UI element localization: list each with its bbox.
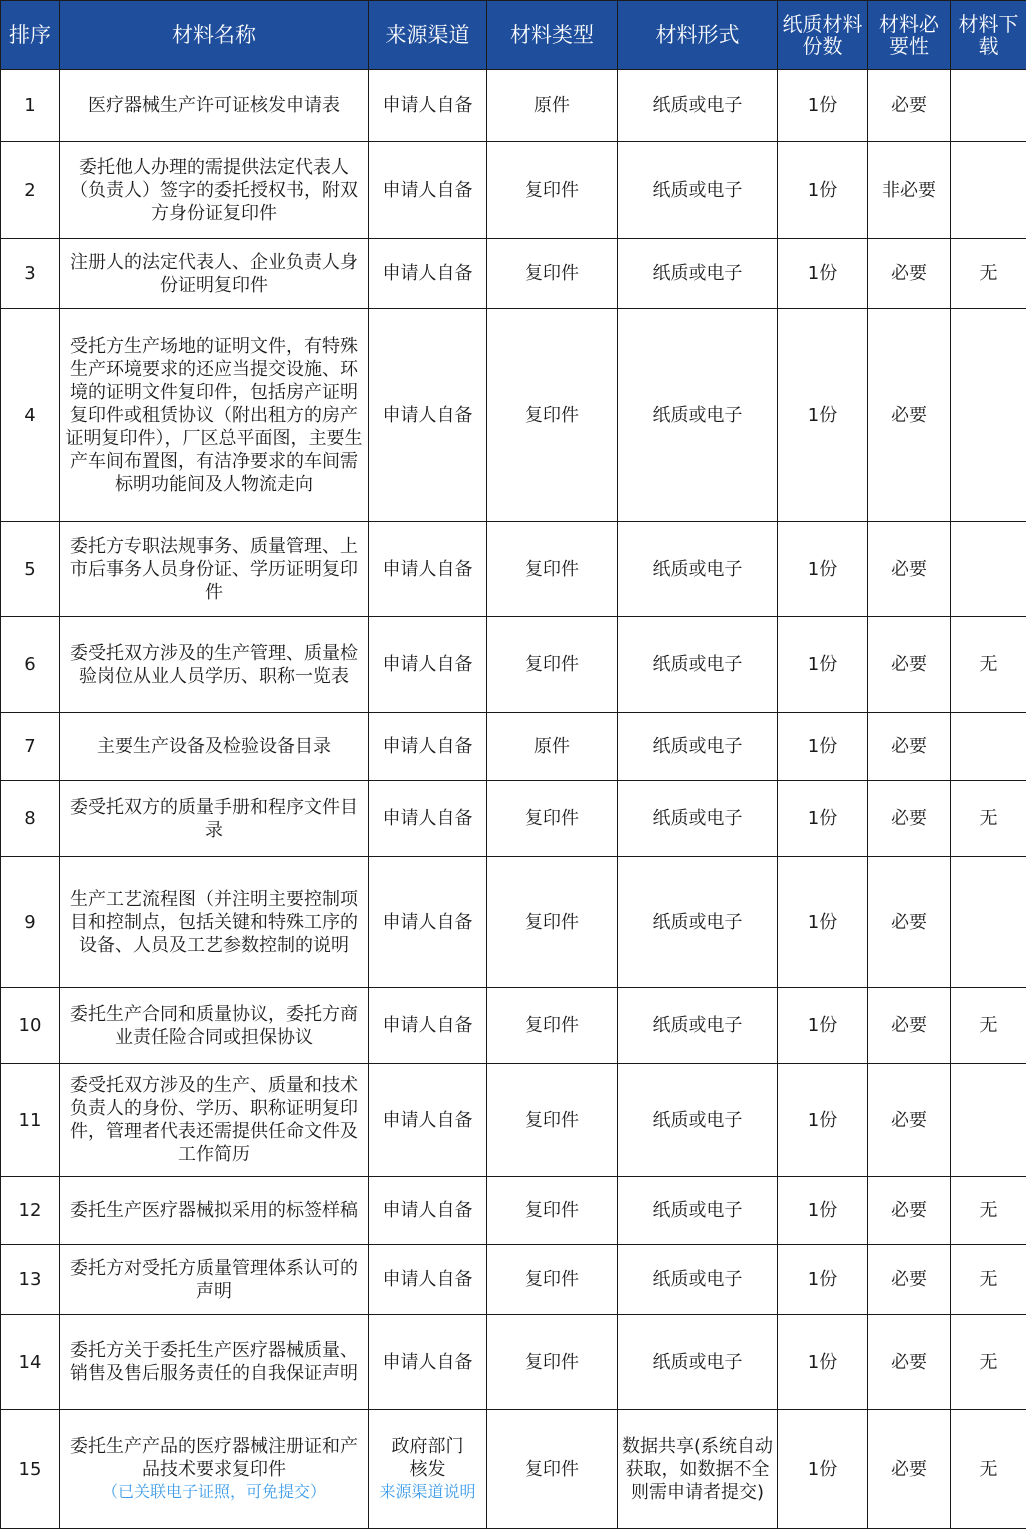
header-name: 材料名称 xyxy=(60,1,369,70)
cell-copies: 1份 xyxy=(778,1177,868,1245)
cell-copies: 1份 xyxy=(778,309,868,522)
cell-seq: 15 xyxy=(1,1410,60,1529)
cell-seq: 10 xyxy=(1,988,60,1064)
cell-seq: 1 xyxy=(1,70,60,142)
cell-seq: 8 xyxy=(1,781,60,857)
header-copies: 纸质材料份数 xyxy=(778,1,868,70)
cell-form: 纸质或电子 xyxy=(618,988,778,1064)
table-row xyxy=(1,309,1026,522)
cell-required: 必要 xyxy=(868,239,951,309)
cell-name: 委托方专职法规事务、质量管理、上市后事务人员身份证、学历证明复印件 xyxy=(60,522,369,617)
cell-source-line1: 政府部门 xyxy=(391,1436,464,1457)
cell-type: 复印件 xyxy=(487,142,618,239)
cell-copies: 1份 xyxy=(778,1064,868,1177)
cell-required: 必要 xyxy=(868,988,951,1064)
cell-source xyxy=(369,1410,487,1529)
cell-source: 申请人自备 xyxy=(369,1177,487,1245)
cell-download xyxy=(951,1064,1026,1177)
cell-name: 受托方生产场地的证明文件，有特殊生产环境要求的还应当提交设施、环境的证明文件复印件，包括房产证明复印件或租赁协议（附出租方的房产证明复印件），厂区总平面图，主要生产车间布置图，有洁净要求的车间需标明功能间及人物流走向 xyxy=(60,309,369,522)
cell-source: 申请人自备 xyxy=(369,522,487,617)
cell-form: 纸质或电子 xyxy=(618,142,778,239)
cell-required: 必要 xyxy=(868,617,951,713)
table-row xyxy=(1,1177,1026,1245)
header-seq: 排序 xyxy=(1,1,60,70)
cell-download xyxy=(951,70,1026,142)
source-channel-link[interactable]: 来源渠道说明 xyxy=(379,1482,476,1501)
table-row xyxy=(1,522,1026,617)
cell-type: 复印件 xyxy=(487,1245,618,1315)
header-required: 材料必要性 xyxy=(868,1,951,70)
cell-form: 纸质或电子 xyxy=(618,1064,778,1177)
cell-source-line2: 核发 xyxy=(409,1459,446,1480)
cell-source: 申请人自备 xyxy=(369,1064,487,1177)
cell-type: 复印件 xyxy=(487,309,618,522)
cell-source: 申请人自备 xyxy=(369,713,487,781)
cell-name-text: 委托生产产品的医疗器械注册证和产品技术要求复印件 xyxy=(70,1436,358,1480)
cell-type: 原件 xyxy=(487,70,618,142)
table-row xyxy=(1,617,1026,713)
cell-form: 纸质或电子 xyxy=(618,1245,778,1315)
table-row xyxy=(1,1064,1026,1177)
cell-source: 申请人自备 xyxy=(369,988,487,1064)
cell-type: 复印件 xyxy=(487,1315,618,1410)
cell-type: 复印件 xyxy=(487,988,618,1064)
header-download: 材料下载 xyxy=(951,1,1026,70)
cell-download: 无 xyxy=(951,239,1026,309)
cell-download: 无 xyxy=(951,617,1026,713)
cell-download: 无 xyxy=(951,781,1026,857)
cell-type: 复印件 xyxy=(487,1064,618,1177)
header-source: 来源渠道 xyxy=(369,1,487,70)
cell-seq: 6 xyxy=(1,617,60,713)
table-row xyxy=(1,1245,1026,1315)
cell-download xyxy=(951,142,1026,239)
cell-name: 委托方对受托方质量管理体系认可的声明 xyxy=(60,1245,369,1315)
table-row xyxy=(1,988,1026,1064)
cell-name: 生产工艺流程图（并注明主要控制项目和控制点，包括关键和特殊工序的设备、人员及工艺参数控制的说明 xyxy=(60,857,369,988)
cell-name xyxy=(60,1410,369,1529)
cell-form: 纸质或电子 xyxy=(618,309,778,522)
cell-copies: 1份 xyxy=(778,70,868,142)
table-row xyxy=(1,70,1026,142)
cell-name: 委受托双方涉及的生产、质量和技术负责人的身份、学历、职称证明复印件，管理者代表还需提供任命文件及工作简历 xyxy=(60,1064,369,1177)
cell-type: 复印件 xyxy=(487,1410,618,1529)
cell-type: 原件 xyxy=(487,713,618,781)
cell-type: 复印件 xyxy=(487,522,618,617)
cell-download: 无 xyxy=(951,1177,1026,1245)
cell-required: 非必要 xyxy=(868,142,951,239)
cell-source: 申请人自备 xyxy=(369,70,487,142)
cell-required: 必要 xyxy=(868,522,951,617)
cell-download: 无 xyxy=(951,1245,1026,1315)
cell-name: 委受托双方的质量手册和程序文件目录 xyxy=(60,781,369,857)
cell-download: 无 xyxy=(951,1315,1026,1410)
table-row xyxy=(1,781,1026,857)
cell-copies: 1份 xyxy=(778,1410,868,1529)
cell-name: 委托生产合同和质量协议，委托方商业责任险合同或担保协议 xyxy=(60,988,369,1064)
cell-form: 纸质或电子 xyxy=(618,857,778,988)
cell-form: 纸质或电子 xyxy=(618,522,778,617)
cell-source: 申请人自备 xyxy=(369,781,487,857)
cell-form: 数据共享(系统自动获取，如数据不全则需申请者提交) xyxy=(618,1410,778,1529)
cell-download: 无 xyxy=(951,1410,1026,1529)
cell-form: 纸质或电子 xyxy=(618,1315,778,1410)
cell-type: 复印件 xyxy=(487,617,618,713)
cell-seq: 3 xyxy=(1,239,60,309)
cell-required: 必要 xyxy=(868,1245,951,1315)
cell-form: 纸质或电子 xyxy=(618,713,778,781)
cell-required: 必要 xyxy=(868,309,951,522)
cell-form: 纸质或电子 xyxy=(618,239,778,309)
cell-seq: 4 xyxy=(1,309,60,522)
cell-source: 申请人自备 xyxy=(369,239,487,309)
cell-required: 必要 xyxy=(868,70,951,142)
cell-download xyxy=(951,857,1026,988)
cell-name: 委托方关于委托生产医疗器械质量、销售及售后服务责任的自我保证声明 xyxy=(60,1315,369,1410)
table-row xyxy=(1,857,1026,988)
cell-form: 纸质或电子 xyxy=(618,781,778,857)
cell-type: 复印件 xyxy=(487,781,618,857)
cell-seq: 11 xyxy=(1,1064,60,1177)
cell-source: 申请人自备 xyxy=(369,617,487,713)
cell-type: 复印件 xyxy=(487,1177,618,1245)
cell-form: 纸质或电子 xyxy=(618,1177,778,1245)
cell-name: 委托他人办理的需提供法定代表人（负责人）签字的委托授权书，附双方身份证复印件 xyxy=(60,142,369,239)
cell-copies: 1份 xyxy=(778,239,868,309)
cell-form: 纸质或电子 xyxy=(618,617,778,713)
cell-name: 委受托双方涉及的生产管理、质量检验岗位从业人员学历、职称一览表 xyxy=(60,617,369,713)
cell-download xyxy=(951,713,1026,781)
cell-seq: 7 xyxy=(1,713,60,781)
cell-seq: 2 xyxy=(1,142,60,239)
cell-type: 复印件 xyxy=(487,857,618,988)
cell-required: 必要 xyxy=(868,857,951,988)
cell-copies: 1份 xyxy=(778,781,868,857)
header-type: 材料类型 xyxy=(487,1,618,70)
cell-copies: 1份 xyxy=(778,522,868,617)
table-row xyxy=(1,1410,1026,1529)
cell-copies: 1份 xyxy=(778,857,868,988)
table-row xyxy=(1,713,1026,781)
table-row xyxy=(1,1315,1026,1410)
cell-required: 必要 xyxy=(868,781,951,857)
cell-source: 申请人自备 xyxy=(369,1245,487,1315)
cell-copies: 1份 xyxy=(778,988,868,1064)
header-row xyxy=(1,1,1026,70)
cell-required: 必要 xyxy=(868,713,951,781)
cell-download xyxy=(951,522,1026,617)
e-license-note: （已关联电子证照，可免提交） xyxy=(101,1482,326,1501)
cell-form: 纸质或电子 xyxy=(618,70,778,142)
cell-name: 医疗器械生产许可证核发申请表 xyxy=(60,70,369,142)
cell-source: 申请人自备 xyxy=(369,1315,487,1410)
cell-copies: 1份 xyxy=(778,1245,868,1315)
cell-seq: 5 xyxy=(1,522,60,617)
cell-copies: 1份 xyxy=(778,142,868,239)
cell-download xyxy=(951,309,1026,522)
cell-source: 申请人自备 xyxy=(369,857,487,988)
table-row xyxy=(1,142,1026,239)
header-form: 材料形式 xyxy=(618,1,778,70)
cell-required: 必要 xyxy=(868,1410,951,1529)
cell-type: 复印件 xyxy=(487,239,618,309)
cell-name: 委托生产医疗器械拟采用的标签样稿 xyxy=(60,1177,369,1245)
cell-required: 必要 xyxy=(868,1064,951,1177)
table-row xyxy=(1,239,1026,309)
cell-seq: 14 xyxy=(1,1315,60,1410)
cell-required: 必要 xyxy=(868,1177,951,1245)
cell-download: 无 xyxy=(951,988,1026,1064)
cell-source: 申请人自备 xyxy=(369,142,487,239)
cell-name: 主要生产设备及检验设备目录 xyxy=(60,713,369,781)
cell-copies: 1份 xyxy=(778,1315,868,1410)
cell-copies: 1份 xyxy=(778,713,868,781)
cell-required: 必要 xyxy=(868,1315,951,1410)
cell-seq: 9 xyxy=(1,857,60,988)
cell-seq: 12 xyxy=(1,1177,60,1245)
cell-name: 注册人的法定代表人、企业负责人身份证明复印件 xyxy=(60,239,369,309)
cell-source: 申请人自备 xyxy=(369,309,487,522)
cell-seq: 13 xyxy=(1,1245,60,1315)
cell-copies: 1份 xyxy=(778,617,868,713)
